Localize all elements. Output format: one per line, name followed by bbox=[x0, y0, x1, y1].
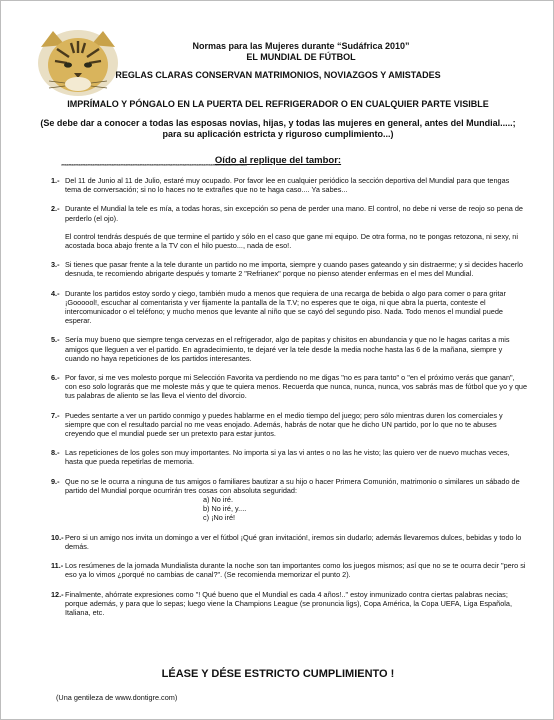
rule-text bbox=[65, 533, 527, 551]
title-line-1: Normas para las Mujeres durante “Sudáfrica 2010” bbox=[192, 41, 410, 51]
rule-option: b) No iré, y.... bbox=[203, 504, 247, 514]
rule-number: 3.- bbox=[51, 260, 60, 270]
subtitle: REGLAS CLARAS CONSERVAN MATRIMONIOS, NOVIAZGOS Y AMISTADES bbox=[115, 70, 441, 80]
rule-option: c) ¡No iré! bbox=[203, 513, 236, 523]
rule-number: 12.- bbox=[51, 589, 64, 599]
rule-item bbox=[51, 373, 527, 401]
rule-paragraph: Pero si un amigo nos invita un domingo a ver el fútbol ¡Qué gran invitación!, iremos sin dudarlo; además llevaremos dulces, bebidas y todo lo demás. bbox=[65, 532, 522, 551]
tiger-head-icon bbox=[35, 27, 121, 99]
rule-item bbox=[51, 176, 527, 194]
rule-paragraph: Que no se le ocurra a ninguna de tus amigos o familiares bautizar a su hijo o hacer Primera Comunión, matrimonio o similares un sábado de partido del Mundial porque ocurrirán tres cosas con absoluta seguridad: bbox=[65, 476, 520, 495]
rule-number: 7.- bbox=[51, 410, 60, 420]
closing-statement: LÉASE Y DÉSE ESTRICTO CUMPLIMIENTO ! bbox=[161, 668, 395, 680]
rule-number: 10.- bbox=[51, 532, 64, 542]
rule-item bbox=[51, 289, 527, 326]
rule-text bbox=[65, 289, 527, 326]
rule-paragraph: Del 11 de Junio al 11 de Julio, estaré muy ocupado. Por favor lee en cualquier periódico la sección deportiva del Mundial para que tengas tema de conversación; si no lo haces no te extrañes que no te haga caso.... Ya sabes... bbox=[65, 176, 510, 195]
rule-paragraph: Durante el Mundial la tele es mía, a todas horas, sin excepción so pena de perder una mano. El control, no debe ni verse de reojo so pena de perderlo (el ojo). bbox=[65, 204, 523, 223]
rule-number: 11.- bbox=[51, 561, 64, 571]
rule-text bbox=[65, 590, 527, 618]
credit-line: (Una gentileza de www.dontigre.com) bbox=[56, 693, 178, 702]
rule-paragraph: Por favor, si me ves molesto porque mi Selección Favorita va perdiendo no me digas "no es para tanto" o "en el próximo verás que ganan", con eso solo lograrás que me moleste más y que te quiera menos. Recuerda que nunca, nunca, nunca, vos sabrás mas de fútbol que yo y que tus palabras de aliento se las lleva el viento del divorcio. bbox=[65, 373, 528, 401]
intro-note: (Se debe dar a conocer a todas las esposas novias, hijas, y todas las mujeres en general, antes del Mundial.....; para su aplicación estricta y riguroso cumplimiento...) bbox=[40, 118, 516, 139]
rule-item bbox=[51, 477, 527, 523]
rule-number: 5.- bbox=[51, 335, 60, 345]
rule-text bbox=[65, 477, 527, 523]
rule-item bbox=[51, 448, 527, 466]
rules-list bbox=[51, 176, 527, 627]
rule-item bbox=[51, 533, 527, 551]
rule-option: a) No iré. bbox=[203, 495, 234, 505]
section-title: Oído al replique del tambor: bbox=[214, 155, 342, 166]
rule-number: 4.- bbox=[51, 288, 60, 298]
rule-paragraph: Durante los partidos estoy sordo y ciego, también mudo a menos que requiera de una recarga de bebida o algo para comer o para gritar ¡Goooool!, escuchar al comentarista y ver fijamente la pantalla de la T.V; no esperes que te oiga, ni que abra la puerta, conteste el intercomunicador o el teléfono; y mucho menos que levante al niño que se cayó del segundo piso. Nada. Todo menos el mundial puede esperar. bbox=[65, 288, 506, 326]
rule-text bbox=[65, 448, 527, 466]
rule-number: 6.- bbox=[51, 373, 60, 383]
rule-paragraph: Las repeticiones de los goles son muy importantes. No importa si ya las vi antes o no las he visto; las quiero ver de nuevo muchas veces, hasta que pueda repetirlas de memoria. bbox=[65, 448, 510, 467]
rule-number: 2.- bbox=[51, 204, 60, 214]
rule-item bbox=[51, 590, 527, 618]
rule-text bbox=[65, 204, 527, 250]
rule-text bbox=[65, 411, 527, 439]
rule-item bbox=[51, 204, 527, 250]
rule-text bbox=[65, 561, 527, 579]
title-line-2: EL MUNDIAL DE FÚTBOL bbox=[246, 52, 356, 62]
rule-text bbox=[65, 373, 527, 401]
rule-paragraph: Los resúmenes de la jornada Mundialista durante la noche son tan importantes como los juegos mismos; así que no se te ocurra decir "pero si eso ya lo vimos ¿porqué no cambias de canal?". (Se recomienda memorizar el punto 2). bbox=[65, 561, 526, 580]
rule-paragraph: Sería muy bueno que siempre tenga cervezas en el refrigerador, algo de papitas y chisitos en abundancia y que no le hagas caritas a mis amigos que lleguen a ver el partido. En agradecimiento, te dejaré ver la tele desde la media noche hasta las 6 de la mañana, siempre y cuando no haya repeticiones de los partidos interesantes. bbox=[65, 335, 510, 363]
instruction: IMPRÍMALO Y PÓNGALO EN LA PUERTA DEL REFRIGERADOR O EN CUALQUIER PARTE VISIBLE bbox=[67, 99, 489, 109]
rule-text bbox=[65, 260, 527, 278]
rule-text bbox=[65, 176, 527, 194]
rule-number: 1.- bbox=[51, 176, 60, 185]
rule-paragraph: El control tendrás después de que termine el partido y sólo en el caso que gane mi equipo. De otra forma, no te pongas retozona, ni sexy, ni acostada boca abajo frente a la TV con el hilo puesto..., nada de eso!. bbox=[65, 231, 518, 251]
rule-number: 9.- bbox=[51, 476, 60, 486]
rule-number: 8.- bbox=[51, 448, 60, 458]
asterisk-divider: *********************************************************************************************************** bbox=[61, 164, 247, 170]
rule-item bbox=[51, 561, 527, 579]
rule-paragraph: Si tienes que pasar frente a la tele durante un partido no me importa, siempre y cuando pases gateando y sin distraerme; y si decides hacerlo desnuda, te recomiendo abrigarte después y tomarte 2 "Refrianex" porque no pienso atender enfermas en el mes del Mundial. bbox=[65, 260, 523, 279]
rule-paragraph: Finalmente, ahórrate expresiones como "! Qué bueno que el Mundial es cada 4 años!.." estoy inmunizado contra ciertas palabras necias; porque además, y para que lo sepas; luego viene la Champions League (se pronuncia ligs), Copa América, la Copa UEFA, Liga Española, Italiana, etc. bbox=[65, 589, 513, 617]
rule-text bbox=[65, 335, 527, 363]
rule-item bbox=[51, 335, 527, 363]
rule-item bbox=[51, 411, 527, 439]
rule-paragraph: Puedes sentarte a ver un partido conmigo y puedes hablarme en el medio tiempo del juego; pero sólo mientras duren los comerciales y siempre que con el resultado parcial no me veas enojado. Además, habrás de notar que he dicho UN partido, por lo que no te abuses creyendo que el mundial puede ser un pretexto para estar juntos. bbox=[65, 410, 503, 439]
rule-item bbox=[51, 260, 527, 278]
